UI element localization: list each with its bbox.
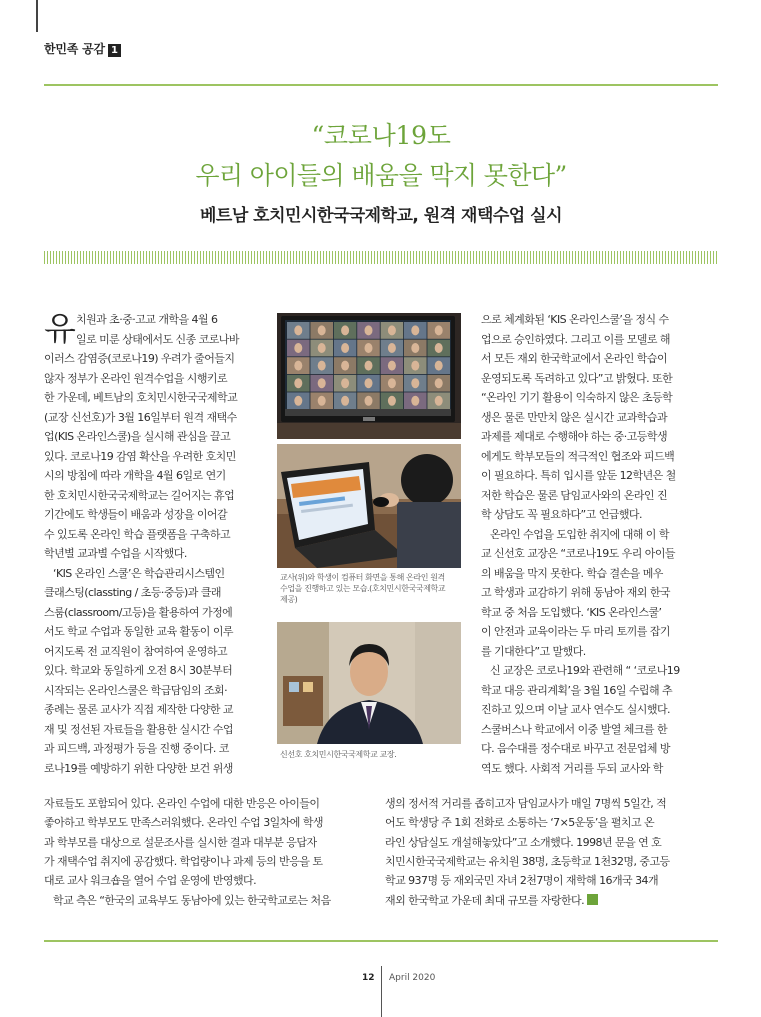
participant-face xyxy=(341,378,349,388)
text-line: 좋아하고 학부모도 만족스러워했다. 온라인 수업 3일차에 학생 xyxy=(44,816,323,830)
text-line: 가 재택수업 취지에 공감했다. 학업량이나 과제 등의 반응을 토 xyxy=(44,854,323,868)
participant-face xyxy=(388,325,396,335)
participant-face xyxy=(318,343,326,353)
text-line: 어지도록 전 교직원이 참여하여 운영하고 xyxy=(44,644,228,658)
bottom-rule xyxy=(44,940,718,942)
participant-face xyxy=(435,361,443,371)
participant-face xyxy=(294,361,302,371)
text-line: 라인 상담실도 개설해놓았다”고 소개했다. 1998년 문을 연 호 xyxy=(385,835,662,849)
caption-line: 교사(위)와 학생이 컴퓨터 화면을 통해 온라인 원격 xyxy=(280,573,445,582)
participant-face xyxy=(411,343,419,353)
participant-face xyxy=(365,325,373,335)
participant-face xyxy=(365,396,373,406)
text-line: 운영되도록 독려하고 있다”고 밝혔다. 또한 xyxy=(481,371,673,385)
text-line: 않자 정부가 온라인 원격수업을 시행키로 xyxy=(44,371,228,385)
photo-teacher-online-class xyxy=(277,313,461,439)
text-line: 대로 교사 워크숍을 열어 수업 운영에 반영했다. xyxy=(44,874,257,888)
text-line: 학 상담도 꼭 필요하다”고 언급했다. xyxy=(481,508,642,521)
text-line: 의 배움을 막지 못한다. 학습 결손을 메우 xyxy=(481,566,663,580)
text-line: 이 안전과 교육이라는 두 마리 토끼를 잡기 xyxy=(481,625,670,638)
participant-face xyxy=(365,343,373,353)
participant-face xyxy=(435,396,443,406)
text-line: 과 피드백, 과정평가 등을 진행 중이다. 코 xyxy=(44,742,229,755)
text-line: 치원과 초·중·고교 개학을 4월 6 xyxy=(76,313,218,326)
text-line: 재외 한국학교 가운데 최대 규모를 자랑한다. xyxy=(385,894,699,908)
text-line: 시의 방침에 따라 개학을 4월 6일로 연기 xyxy=(44,469,226,482)
participant-face xyxy=(318,396,326,406)
text-line: 학교 937명 등 재외국민 자녀 2천7명이 재학해 16개국 34개 xyxy=(385,874,659,888)
text-line: 신 교장은 코로나19와 관련해 “ ‘코로나19 xyxy=(490,664,680,677)
participant-face xyxy=(388,396,396,406)
text-line: 저한 학습은 물론 담임교사와의 온라인 진 xyxy=(481,488,668,502)
text-line: 를 기대한다”고 말했다. xyxy=(481,644,586,658)
drop-cap: 유 xyxy=(44,309,76,348)
text-line: 으로 체계화된 ‘KIS 온라인스쿨’을 정식 수 xyxy=(481,313,669,326)
section-title: 한민족 공감 xyxy=(44,42,105,56)
text-line: 치민시한국국제학교는 유치원 38명, 초등학교 1천32명, 중고등 xyxy=(385,854,670,868)
participant-face xyxy=(294,325,302,335)
headline-line-1: “코로나19도 xyxy=(311,121,451,150)
text-line: 역도 했다. 사회적 거리를 두되 교사와 학 xyxy=(481,761,663,775)
text-line: 과제를 제대로 수행해야 하는 중·고등학생 xyxy=(481,430,668,443)
text-line: 한 가운데, 베트남의 호치민시한국국제학교 xyxy=(44,391,238,404)
participant-face xyxy=(388,378,396,388)
participant-face xyxy=(411,396,419,406)
text-line: 학교 대응 관리계획’을 3월 16일 수립해 추 xyxy=(481,683,673,697)
issue-date: April 2020 xyxy=(389,973,436,983)
headline-line-2: 우리 아이들의 배움을 막지 못한다” xyxy=(195,161,567,190)
participant-face xyxy=(365,361,373,371)
text-line: 생은 물론 만만치 않은 실시간 교과학습과 xyxy=(481,410,668,424)
top-rule xyxy=(44,84,718,86)
text-line: ‘KIS 온라인 스쿨’은 학습관리시스템인 xyxy=(53,566,225,580)
header-vertical-rule xyxy=(36,0,38,32)
caption-line: 수업을 진행하고 있는 모습.(호치민시한국국제학교 xyxy=(280,584,446,593)
text-line: 종례는 물론 교사가 직접 제작한 다양한 교 xyxy=(44,703,233,716)
participant-face xyxy=(341,396,349,406)
text-line: 이 필요하다. 특히 입시를 앞둔 12학년은 철 xyxy=(481,469,676,482)
participant-face xyxy=(341,325,349,335)
participant-face xyxy=(435,343,443,353)
section-label xyxy=(44,40,121,57)
text-line: (교장 신선호)가 3월 16일부터 원격 재택수 xyxy=(44,410,237,424)
text-line: 업으로 승인하였다. 그리고 이를 모델로 해 xyxy=(481,332,670,346)
text-line: 학년별 교과별 수업을 시작했다. xyxy=(44,547,187,560)
participant-face xyxy=(388,361,396,371)
text-line: 시작되는 온라인스쿨은 학급담임의 조회· xyxy=(44,683,228,697)
text-line: 업(KIS 온라인스쿨)을 실시해 관심을 끌고 xyxy=(44,430,231,443)
text-line: 학교 측은 “한국의 교육부도 동남아에 있는 한국학교로는 처음 xyxy=(53,893,331,907)
text-line: 교 신선호 교장은 “코로나19도 우리 아이들 xyxy=(481,547,675,560)
text-line: 어도 학생당 주 1회 전화로 소통하는 ‘7×5운동’을 펼치고 온 xyxy=(385,816,655,830)
text-line: 과 학부모를 대상으로 설문조사를 실시한 결과 대부분 응답자 xyxy=(44,835,317,849)
participant-face xyxy=(318,361,326,371)
participant-face xyxy=(341,361,349,371)
article-end-icon xyxy=(587,894,598,905)
text-line: 스쿨버스나 학교에서 이중 발열 체크를 한 xyxy=(481,722,668,736)
participant-face xyxy=(294,396,302,406)
caption-line: 제공) xyxy=(280,595,298,604)
photo-caption-2: 신선호 호치민시한국국제학교 교장. xyxy=(280,750,397,759)
text-line: 있다. 코로나19 감염 확산을 우려한 호치민 xyxy=(44,449,236,463)
text-line: 진하고 있으며 이날 교사 연수도 실시했다. xyxy=(481,703,670,716)
text-line: 일로 미룬 상태에서도 신종 코로나바 xyxy=(76,332,239,346)
text-line: 생의 정서적 거리를 좁히고자 담임교사가 매일 7명씩 5일간, 적 xyxy=(385,797,667,810)
photo-principal-portrait xyxy=(277,622,461,744)
participant-face xyxy=(411,378,419,388)
page-number: 12 xyxy=(362,973,375,983)
participant-face xyxy=(341,343,349,353)
subheadline: 베트남 호치민시한국국제학교, 원격 재택수업 실시 xyxy=(200,206,562,226)
text-line: 다. 음수대를 정수대로 바꾸고 전문업체 방 xyxy=(481,742,670,755)
participant-face xyxy=(411,361,419,371)
text-line: 수 있도록 온라인 학습 플랫폼을 구축하고 xyxy=(44,527,231,541)
text-line: 스룸(classroom/고등)을 활용하여 가정에 xyxy=(44,605,233,619)
footer-vertical-rule xyxy=(381,966,382,1017)
text-line: 자료들도 포함되어 있다. 온라인 수업에 대한 반응은 아이들이 xyxy=(44,797,320,810)
participant-face xyxy=(388,343,396,353)
participant-face xyxy=(318,378,326,388)
text-line: 서 모든 재외 한국학교에서 온라인 학습이 xyxy=(481,352,668,365)
text-line: 재 및 정선된 자료들을 활용한 실시간 수업 xyxy=(44,722,233,736)
text-line: 서도 학교 수업과 동일한 교육 활동이 이루 xyxy=(44,625,233,638)
text-line: 기간에도 학생들이 배움과 성장을 이어갈 xyxy=(44,508,228,521)
participant-face xyxy=(365,378,373,388)
text-line: 한 호치민시한국국제학교는 길어지는 휴업 xyxy=(44,488,235,502)
text-line: “온라인 기기 활용이 익숙하지 않은 초등학 xyxy=(481,391,673,404)
text-line: 이러스 감염증(코로나19) 우려가 줄어들지 xyxy=(44,352,235,365)
text-line: 로나19를 예방하기 위한 다양한 보건 위생 xyxy=(44,761,233,775)
photo-student-laptop xyxy=(277,444,461,568)
participant-face xyxy=(294,378,302,388)
text-line: 에게도 학부모들의 적극적인 협조와 피드백 xyxy=(481,449,675,463)
participant-face xyxy=(411,325,419,335)
decorative-stripe-band xyxy=(44,251,718,264)
participant-face xyxy=(318,325,326,335)
participant-face xyxy=(435,378,443,388)
text-line: 고 학생과 교감하기 위해 동남아 재외 한국 xyxy=(481,586,670,599)
participant-face xyxy=(435,325,443,335)
text-line: 학교 중 처음 도입했다. ‘KIS 온라인스쿨’ xyxy=(481,605,662,619)
text-line: 있다. 학교와 동일하게 오전 8시 30분부터 xyxy=(44,664,233,677)
section-number-badge: 1 xyxy=(108,44,121,57)
text-line: 온라인 수업을 도입한 취지에 대해 이 학 xyxy=(490,527,669,541)
text-line: 클래스팅(classting / 초등·중등)과 클래 xyxy=(44,586,221,599)
participant-face xyxy=(294,343,302,353)
